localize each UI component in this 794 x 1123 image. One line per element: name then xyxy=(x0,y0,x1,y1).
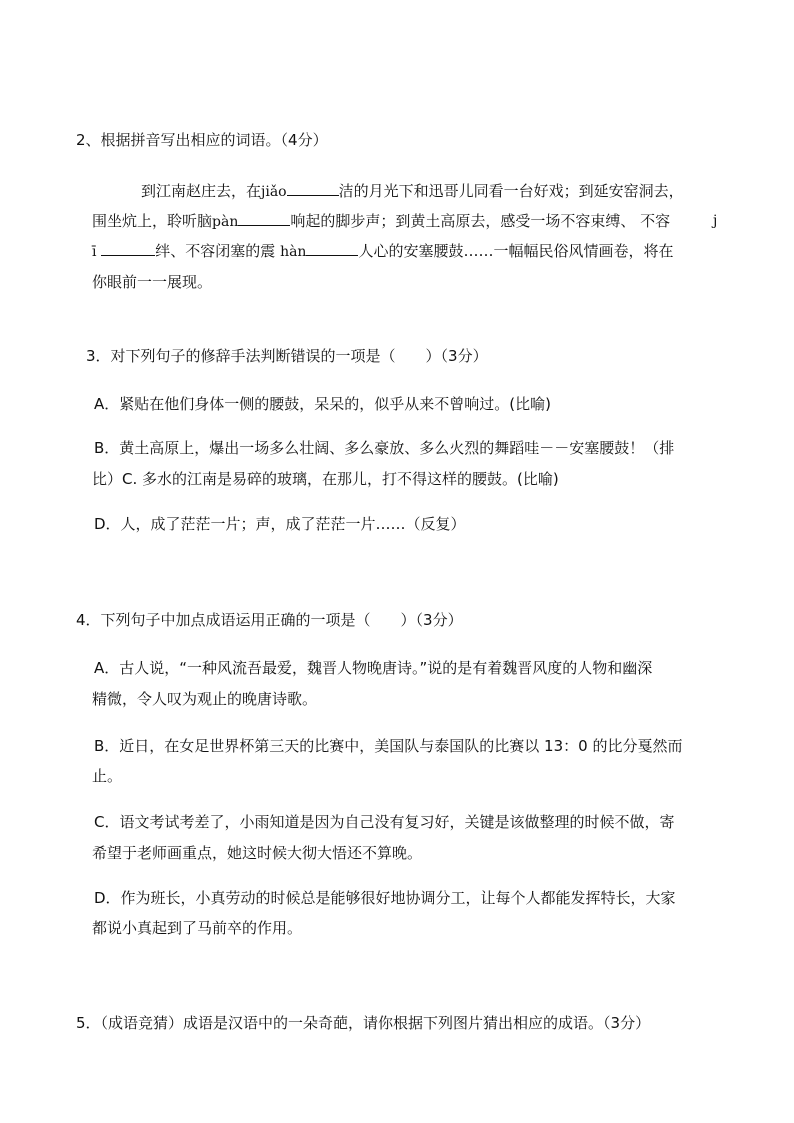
q2-line-2-text-mid: 响起的脚步声；到黄土高原去，感受一场不容束缚、 不容 xyxy=(290,212,671,230)
q2-blank-3[interactable] xyxy=(101,241,155,256)
q2-blank-1[interactable] xyxy=(287,181,339,196)
q4-option-c-line-2: 希望于老师画重点，她这时候大彻大悟还不算晚。 xyxy=(92,844,423,862)
q2-line-3-text-mid2: 人心的安塞腰鼓……一幅幅民俗风情画卷，将在 xyxy=(358,242,674,260)
q2-blank-2[interactable] xyxy=(238,211,290,226)
q2-pinyin-i: ī xyxy=(92,244,97,260)
q4-option-d-line-1: D．作为班长，小真劳动的时候总是能够很好地协调分工，让每个人都能发挥特长，大家 xyxy=(94,889,676,907)
q4-option-b-line-1: B．近日，在女足世界杯第三天的比赛中，美国队与泰国队的比赛以 13：0 的比分戛然而 xyxy=(94,737,683,755)
q2-line-1-text-mid: 洁的月光下和迅哥儿同看一台好戏；到延安窑洞去， xyxy=(338,182,684,200)
q2-line-3 xyxy=(92,241,673,262)
q3-option-b-line-2: 比）C. 多水的江南是易碎的玻璃，在那儿，打不得这样的腰鼓。(比喻) xyxy=(92,470,559,488)
q2-line-4: 你眼前一一展现。 xyxy=(92,273,213,291)
q2-pinyin-jiao: jiǎo xyxy=(261,184,287,200)
q4-option-a-line-1: A．古人说，“一种风流吾最爱，魏晋人物晚唐诗。”说的是有着魏晋风度的人物和幽深 xyxy=(94,659,653,677)
q2-line-1-text-pre: 到江南赵庄去，在 xyxy=(141,182,262,200)
q3-title: 3．对下列句子的修辞手法判断错误的一项是（ ）（3分） xyxy=(86,347,488,365)
q5-title: 5．（成语竞猜）成语是汉语中的一朵奇葩，请你根据下列图片猜出相应的成语。（3分） xyxy=(76,1014,651,1032)
q2-pinyin-pan: pàn xyxy=(212,214,239,230)
q3-option-d: D．人，成了茫茫一片；声，成了茫茫一片……（反复） xyxy=(94,515,466,533)
q2-title: 2、根据拼音写出相应的词语。（4分） xyxy=(76,131,328,149)
q2-line-2-text-pre: 围坐炕上，聆听脑 xyxy=(92,212,213,230)
q2-line-3-text-mid1: 绊、不容闭塞的震 xyxy=(155,242,276,260)
q2-pinyin-han: hàn xyxy=(280,244,307,260)
q4-option-c-line-1: C．语文考试考差了，小雨知道是因为自己没有复习好，关键是该做整理的时候不做，寄 xyxy=(94,813,675,831)
q4-option-a-line-2: 精微，令人叹为观止的晚唐诗歌。 xyxy=(92,690,318,708)
q4-option-d-line-2: 都说小真起到了马前卒的作用。 xyxy=(92,919,303,937)
q2-blank-4[interactable] xyxy=(306,241,358,256)
q3-option-a: A．紧贴在他们身体一侧的腰鼓，呆呆的，似乎从来不曾响过。(比喻) xyxy=(94,395,551,413)
q2-line-2 xyxy=(92,211,670,232)
q2-pinyin-j: j xyxy=(713,213,718,229)
q3-option-b-line-1: B．黄土高原上，爆出一场多么壮阔、多么豪放、多么火烈的舞蹈哇－－安塞腰鼓！（排 xyxy=(94,439,675,457)
q2-line-1 xyxy=(141,181,684,202)
q4-title: 4．下列句子中加点成语运用正确的一项是（ ）（3分） xyxy=(76,611,463,629)
q4-option-b-line-2: 止。 xyxy=(92,767,123,785)
